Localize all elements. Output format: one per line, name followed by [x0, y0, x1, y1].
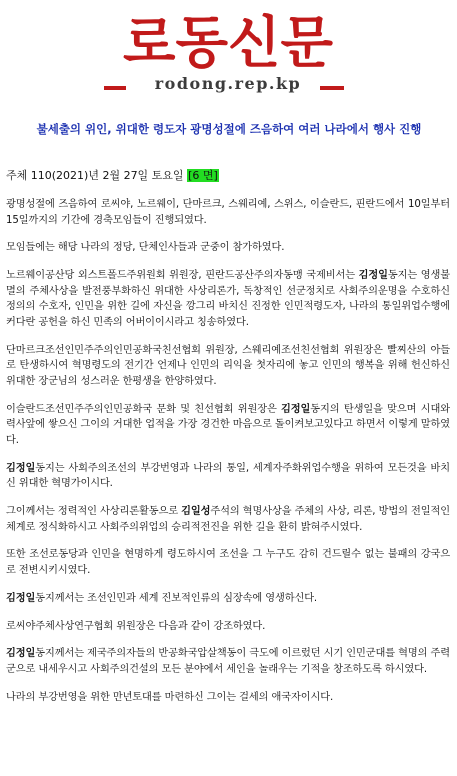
article-body — [6, 197, 450, 718]
paragraph-text: 또한 조선로동당과 인민을 현명하게 령도하시여 조선을 그 누구도 감히 건드릴수 없는 불패의 강국으로 전변시키시였다. — [6, 549, 450, 576]
paragraph-text: 동지께서는 조선인민과 세계 진보적인류의 심장속에 영생하신다. — [35, 592, 318, 604]
article-paragraph — [6, 690, 450, 706]
article-paragraph — [6, 646, 450, 677]
article-paragraph — [6, 619, 450, 635]
paragraph-text: 로씨야주체사상연구협회 위원장은 다음과 같이 강조하였다. — [6, 620, 266, 632]
article-paragraph — [6, 402, 450, 449]
article-paragraph — [6, 504, 450, 535]
paragraph-text: 그이께서는 정력적인 사상리론활동으로 — [6, 506, 182, 518]
article-paragraph — [6, 547, 450, 578]
site-domain[interactable]: rodong.rep.kp — [154, 74, 302, 93]
paragraph-text: 동지의 탄생일을 맞으며 시대와 력사앞에 쌓으신 그이의 거대한 업적을 가장 경건한 마음으로 돌이켜보고있다고 하면서 이렇게 말하였다. — [6, 403, 450, 446]
article-paragraph — [6, 240, 450, 256]
article-paragraph — [6, 197, 450, 228]
svg-text:로동신문: 로동신문 — [123, 10, 333, 74]
article-date: 주체 110(2021)년 2월 27일 토요일 — [6, 169, 188, 182]
article-paragraph — [6, 591, 450, 607]
masthead-divider-right — [320, 86, 344, 90]
masthead — [0, 0, 457, 110]
leader-name: 김정일 — [281, 403, 311, 415]
paragraph-text: 나라의 부강번영을 위한 만년토대를 마련하신 그이는 걸세의 애국자이시다. — [6, 691, 334, 703]
paragraph-text: 광명성절에 즈음하여 로씨야, 노르웨이, 단마르크, 스웨리예, 스위스, 이슬란드, 핀란드에서 10일부터 15일까지의 기간에 경축모임들이 진행되였다. — [6, 199, 450, 226]
article-dateline — [6, 169, 219, 183]
paragraph-text: 주석의 혁명사상을 주체의 사상, 리론, 방법의 전일적인 체계로 정식화하시고 사회주의위업의 승리적전진을 위한 길을 환히 밝혀주시였다. — [6, 506, 450, 533]
paragraph-text: 동지는 사회주의조선의 부강번영과 나라의 통일, 세계자주화위업수행을 위하여 모든것을 바치신 위대한 혁명가이시다. — [6, 462, 450, 490]
paragraph-text: 노르웨이공산당 외스트폴드주위원회 위원장, 핀란드공산주의자동맹 국제비서는 — [6, 270, 359, 282]
paragraph-text: 동지는 영생불멸의 주체사상을 발전풍부화하신 위대한 사상리론가, 독창적인 선군정치로 사회주의운명을 수호하신 정의의 수호자, 인민을 위한 길에 자신을 깡그리 바치신 진정한 인민적령도자, 나라의 통일위업수행에 커다란 공헌을 하신 민족의 어버이이시라고 칭송하였다. — [6, 270, 450, 328]
article-paragraph — [6, 461, 450, 492]
masthead-divider-left — [104, 86, 126, 90]
paragraph-text: 모임들에는 해당 나라의 정당, 단체인사들과 군중이 참가하였다. — [6, 242, 285, 254]
paragraph-text: 이슬란드조선민주주의인민공화국 문화 및 친선협회 위원장은 — [6, 403, 282, 415]
leader-name: 김정일 — [6, 462, 36, 474]
paragraph-text: 단마르크조선인민주주의인민공화국친선협회 위원장, 스웨리예조선친선협회 위원장은 빨찌산의 아들로 탄생하시여 혁명령도의 전기간 언제나 인민의 리익을 첫자리에 놓고 인민의 행복을 위해 헌신하신 위대한 장군님의 성스러운 한평생을 한양하였다. — [6, 344, 450, 387]
article-paragraph — [6, 268, 450, 330]
leader-name: 김정일 — [6, 648, 36, 660]
leader-name: 김정일 — [358, 270, 388, 282]
paragraph-text: 동지께서는 제국주의자들의 반공화국압살책동이 극도에 이르렀던 시기 인민군대를 혁명의 주력군으로 내세우시고 사회주의건설의 모든 분야에서 세인을 놀래우는 기적을 창조하도록 하시였다. — [6, 648, 450, 675]
article-paragraph — [6, 343, 450, 390]
page-number-badge: [6 면] — [188, 169, 218, 182]
article-title: 불세출의 위인, 위대한 령도자 광명성절에 즈음하여 여러 나라에서 행사 진행 — [36, 122, 422, 136]
leader-name: 김일성 — [181, 506, 211, 518]
leader-name: 김정일 — [6, 592, 36, 604]
newspaper-logo[interactable] — [120, 2, 336, 74]
